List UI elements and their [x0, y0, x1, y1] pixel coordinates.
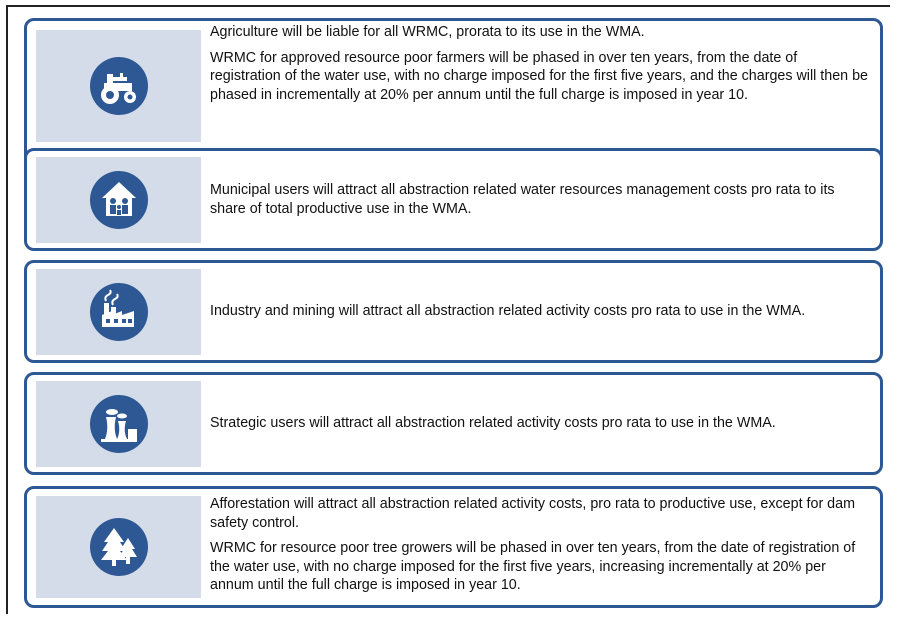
strategic-text [210, 375, 870, 472]
afforestation-card [24, 486, 883, 608]
icon-tile [36, 269, 201, 355]
icon-tile [36, 496, 201, 598]
trees-icon [90, 518, 148, 576]
industry-card [24, 260, 883, 363]
power-plant-icon [90, 395, 148, 453]
icon-tile [36, 381, 201, 467]
paragraph: WRMC for resource poor tree growers will be phased in over ten years, from the date of registration of the water use, with no charge imposed for the first five years, increasing incrementally at 20% per annum until the full charge is imposed in year 10. [210, 540, 856, 593]
paragraph: WRMC for approved resource poor farmers will be phased in over ten years, from the date of registration of the water use, with no charge imposed for the first five years, and the charges will then be phased in incrementally at 20% per annum until the full charge is imposed in year 10. [210, 49, 868, 103]
afforestation-text [210, 495, 870, 595]
house-family-icon [90, 171, 148, 229]
municipal-card [24, 148, 883, 251]
paragraph: Municipal users will attract all abstraction related water resources management costs pro rata to its share of total productive use in the WMA. [210, 182, 835, 217]
factory-icon [90, 283, 148, 341]
paragraph: Agriculture will be liable for all WRMC, prorata to its use in the WMA. [210, 24, 645, 40]
agriculture-text [210, 23, 870, 104]
agriculture-card [24, 18, 883, 166]
icon-tile [36, 157, 201, 243]
industry-text [210, 263, 870, 360]
paragraph: Industry and mining will attract all abstraction related activity costs pro rata to use in the WMA. [210, 303, 806, 320]
icon-tile [36, 30, 201, 142]
municipal-text [210, 151, 870, 248]
tractor-icon [90, 57, 148, 115]
paragraph: Strategic users will attract all abstraction related activity costs pro rata to use in the WMA. [210, 415, 776, 432]
strategic-card [24, 372, 883, 475]
paragraph: Afforestation will attract all abstraction related activity costs, pro rata to productive use, except for dam safety control. [210, 496, 855, 531]
